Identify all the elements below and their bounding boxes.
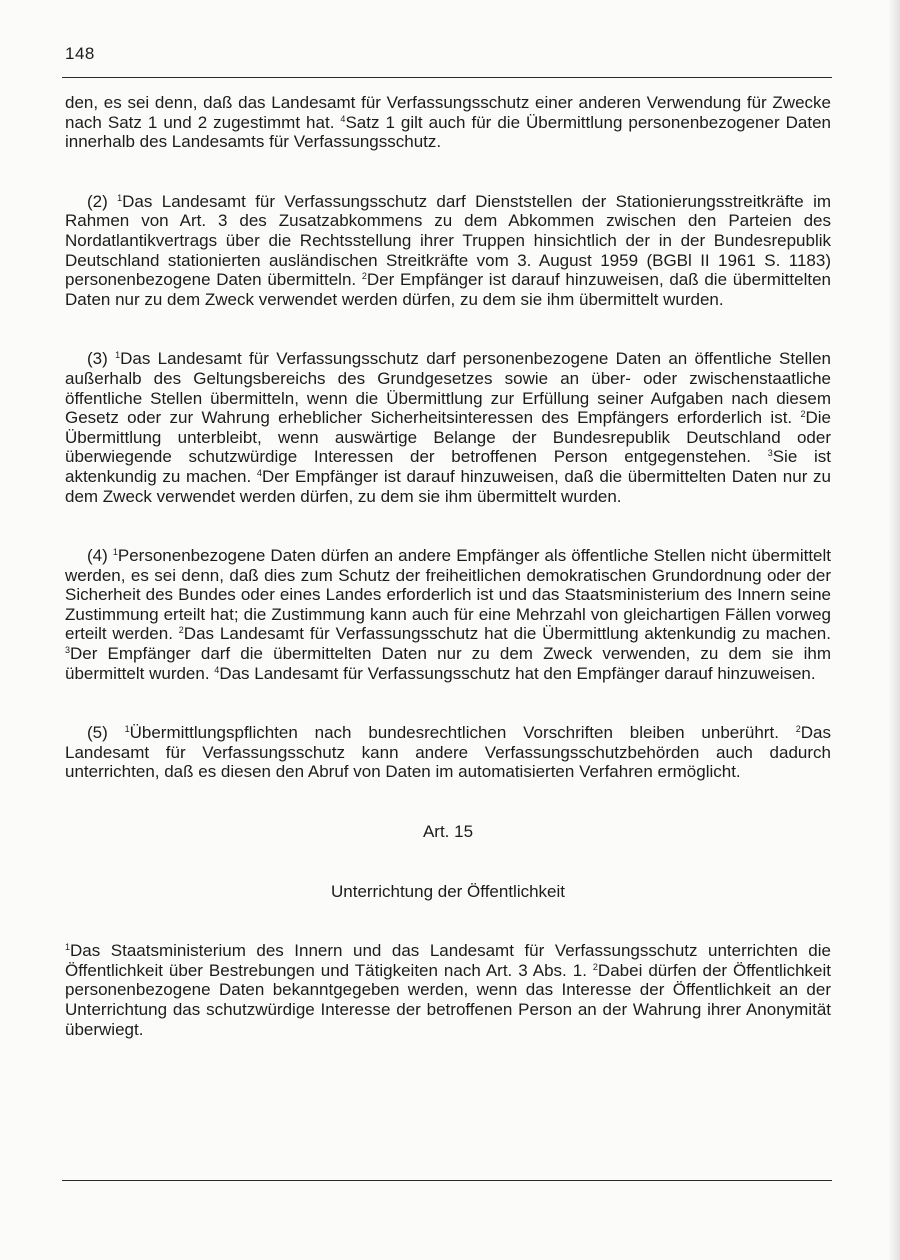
sentence-number: 3 — [65, 645, 71, 656]
sentence: Das Landesamt für Verfassungsschutz darf Dienststellen der Stationierungsstreitkräfte im Rahmen von Art. 3 des Zusatzabkommens zu dem Abkommen zwischen den Parteien des Nordatlantikvertrags über die Rechtsstellung ihrer Truppen hinsichtlich der in der Bundesrepublik Deutschland stationierten ausländischen Streitkräfte vom 3. August 1959 (BGBl II 1961 S. 1183) personenbezogene Daten übermitteln. — [65, 191, 832, 290]
paragraph-2 — [65, 192, 831, 310]
sentence: Sie ist aktenkundig zu machen. — [65, 447, 831, 486]
article-title: Unterrichtung der Öffentlichkeit — [330, 881, 566, 901]
paragraph-number: (3) — [87, 349, 116, 369]
sentence: Übermittlungspflichten nach bundesrechtlichen Vorschriften bleiben unberührt. — [129, 723, 796, 743]
sentence: Das Landesamt für Verfassungsschutz hat die Übermittlung aktenkundig zu machen. — [183, 624, 831, 644]
sentence-number: 2 — [795, 724, 801, 735]
article-number: Art. 15 — [422, 822, 474, 842]
header-rule — [62, 77, 832, 78]
paragraph-4 — [65, 546, 831, 683]
sentence-number: 2 — [178, 625, 184, 636]
document-body — [65, 93, 831, 1079]
sentence: Das Landesamt für Verfassungsschutz darf personenbezogene Daten an öffentliche Stellen außerhalb des Geltungsbereichs des Grundgesetzes sowie an über- oder zwischenstaatliche öffentliche Stellen übermitteln, wenn die Übermittlung zur Erfüllung seiner Aufgaben nach diesem Gesetz oder zur Wahrung erheblicher Sicherheitsinteressen des Empfängers erforderlich ist. — [65, 349, 832, 428]
paragraph-3 — [65, 349, 831, 506]
sentence-number: 4 — [256, 467, 262, 478]
sentence: Der Empfänger ist darauf hinzuweisen, daß die übermittelten Daten nur zu dem Zweck verwendet werden dürfen, zu dem sie ihm übermittelt wurden. — [65, 466, 832, 506]
paragraph-number: (2) — [87, 191, 118, 211]
page-edge-shadow — [888, 0, 900, 1260]
sentence: Der Empfänger ist darauf hinzuweisen, daß die übermittelten Daten nur zu dem Zweck verwendet werden dürfen, zu dem sie ihm übermittelt wurden. — [65, 270, 831, 309]
sentence-number: 3 — [767, 448, 773, 459]
paragraph-continuation — [65, 93, 831, 152]
paragraph-number: (5) — [87, 723, 125, 743]
article-body — [65, 941, 831, 1039]
sentence: Satz 1 gilt auch für die Übermittlung personenbezogener Daten innerhalb des Landesamts für Verfassungsschutz. — [65, 112, 831, 152]
sentence-number: 2 — [361, 271, 367, 282]
paragraph-number: (4) — [87, 546, 113, 566]
sentence: Das Staatsministerium des Innern und das Landesamt für Verfassungsschutz unterrichten die Öffentlichkeit über Bestrebungen und Tätigkeiten nach Art. 3 Abs. 1. — [65, 941, 831, 980]
sentence-number: 4 — [340, 113, 346, 124]
sentence: Der Empfänger darf die übermittelten Daten nur zu dem Zweck verwenden, zu dem sie ihm übermittelt wurden. — [65, 644, 831, 683]
sentence: den, es sei denn, daß das Landesamt für Verfassungsschutz einer anderen Verwendung für Zwecke nach Satz 1 und 2 zugestimmt hat. — [65, 93, 831, 132]
sentence-number: 1 — [124, 724, 130, 735]
sentence: Das Landesamt für Verfassungsschutz kann andere Verfassungsschutzbehörden auch dadurch unterrichten, daß es diesen den Abruf von Daten im automatisierten Verfahren ermöglicht. — [65, 723, 831, 782]
footer-rule — [62, 1180, 832, 1181]
sentence-number: 1 — [112, 547, 118, 558]
sentence-number: 1 — [115, 350, 121, 361]
sentence: Personenbezogene Daten dürfen an andere Empfänger als öffentliche Stellen nicht übermittelt werden, es sei denn, daß dies zum Schutz der freiheitlichen demokratischen Grundordnung oder der Sicherheit des Bundes oder eines Landes erforderlich ist und das Staatsministerium des Innern seine Zustimmung erteilt hat; die Zustimmung kann auch für eine Mehrzahl von gleichartigen Fällen vorweg erteilt werden. — [65, 546, 831, 644]
sentence: Dabei dürfen der Öffentlichkeit personenbezogene Daten bekanntgegeben werden, wenn das Interesse der Öffentlichkeit an der Unterrichtung das schutzwürdige Interesse der betroffenen Person an der Wahrung ihrer Anonymität überwiegt. — [65, 960, 831, 1039]
sentence-number: 1 — [117, 192, 123, 203]
sentence: Die Übermittlung unterbleibt, wenn auswärtige Belange der Bundesrepublik Deutschland oder überwiegende schutzwürdige Interessen der betroffenen Person entgegenstehen. — [65, 408, 831, 467]
sentence-number: 1 — [65, 942, 71, 953]
page-number: 148 — [65, 44, 95, 63]
sentence-number: 4 — [214, 664, 220, 675]
paragraph-5 — [65, 723, 831, 782]
sentence-number: 2 — [800, 409, 806, 420]
sentence-number: 2 — [592, 961, 598, 972]
sentence: Das Landesamt für Verfassungsschutz hat den Empfänger darauf hinzuweisen. — [219, 663, 816, 683]
